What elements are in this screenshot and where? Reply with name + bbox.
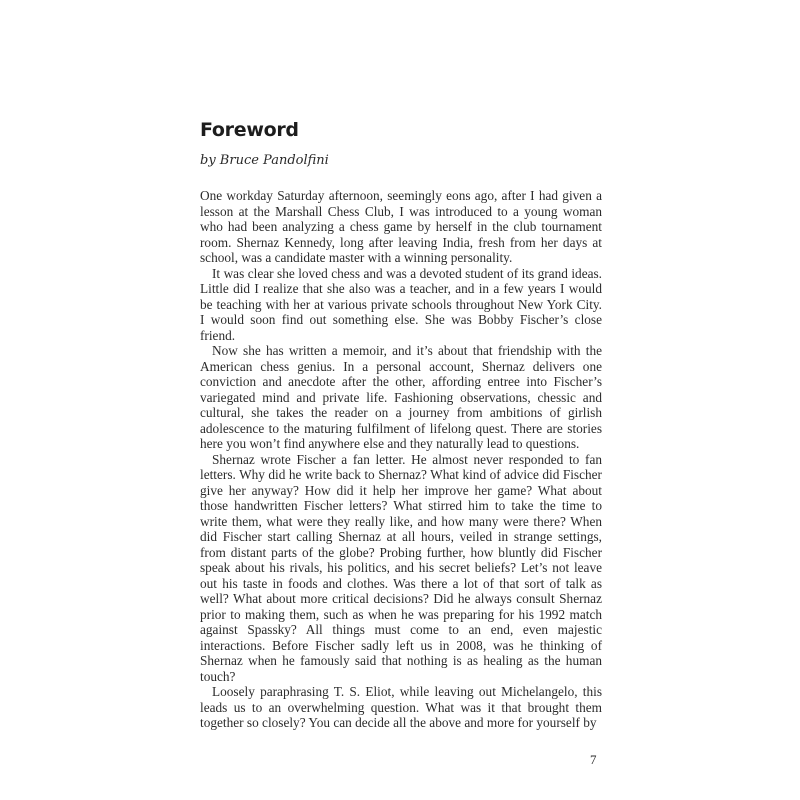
paragraph-3: Now she has written a memoir, and it’s about that friendship with the American chess genius. In a personal account, Shernaz delivers one conviction and anecdote after the other, affording entree into Fischer’s variegated mind and private life. Fashioning observations, chessic and cultural, she takes the reader on a journey from ambitions of girlish adolescence to the maturing fulfilment of lifelong quest. There are stories here you won’t find anywhere else and they naturally lead to questions. [200,343,602,451]
author-byline: by Bruce Pandolfini [200,153,329,168]
foreword-body [200,188,602,731]
paragraph-5: Loosely paraphrasing T. S. Eliot, while leaving out Michelangelo, this leads us to an overwhelming question. What was it that brought them together so closely? You can decide all the above and more for yourself by [200,684,602,730]
chapter-heading: Foreword [200,119,299,141]
paragraph-1: One workday Saturday afternoon, seemingly eons ago, after I had given a lesson at the Marshall Chess Club, I was introduced to a young woman who had been analyzing a chess game by herself in the club tournament room. Shernaz Kennedy, long after leaving India, fresh from her days at school, was a candidate master with a winning personality. [200,188,602,265]
paragraph-4: Shernaz wrote Fischer a fan letter. He almost never responded to fan letters. Why did he write back to Shernaz? What kind of advice did Fischer give her anyway? How did it help her improve her game? What about those handwritten Fischer letters? What stirred him to take the time to write them, what were they really like, and how many were there? When did Fischer start calling Shernaz at all hours, veiled in strange settings, from distant parts of the globe? Probing further, how bluntly did Fischer speak about his rivals, his politics, and his secret beliefs? Let’s not leave out his taste in foods and clothes. Was there a lot of that sort of talk as well? What about more critical decisions? Did he always consult Shernaz prior to making them, such as when he was preparing for his 1992 match against Spassky? All things must come to an end, even majestic interactions. Before Fischer sadly left us in 2008, was he thinking of Shernaz when he famously said that nothing is as healing as the human touch? [200,451,602,684]
page-number: 7 [590,752,597,767]
paragraph-2: It was clear she loved chess and was a devoted student of its grand ideas. Little did I realize that she also was a teacher, and in a few years I would be teaching with her at various private schools throughout New York City. I would soon find out something else. She was Bobby Fischer’s close friend. [200,265,602,343]
